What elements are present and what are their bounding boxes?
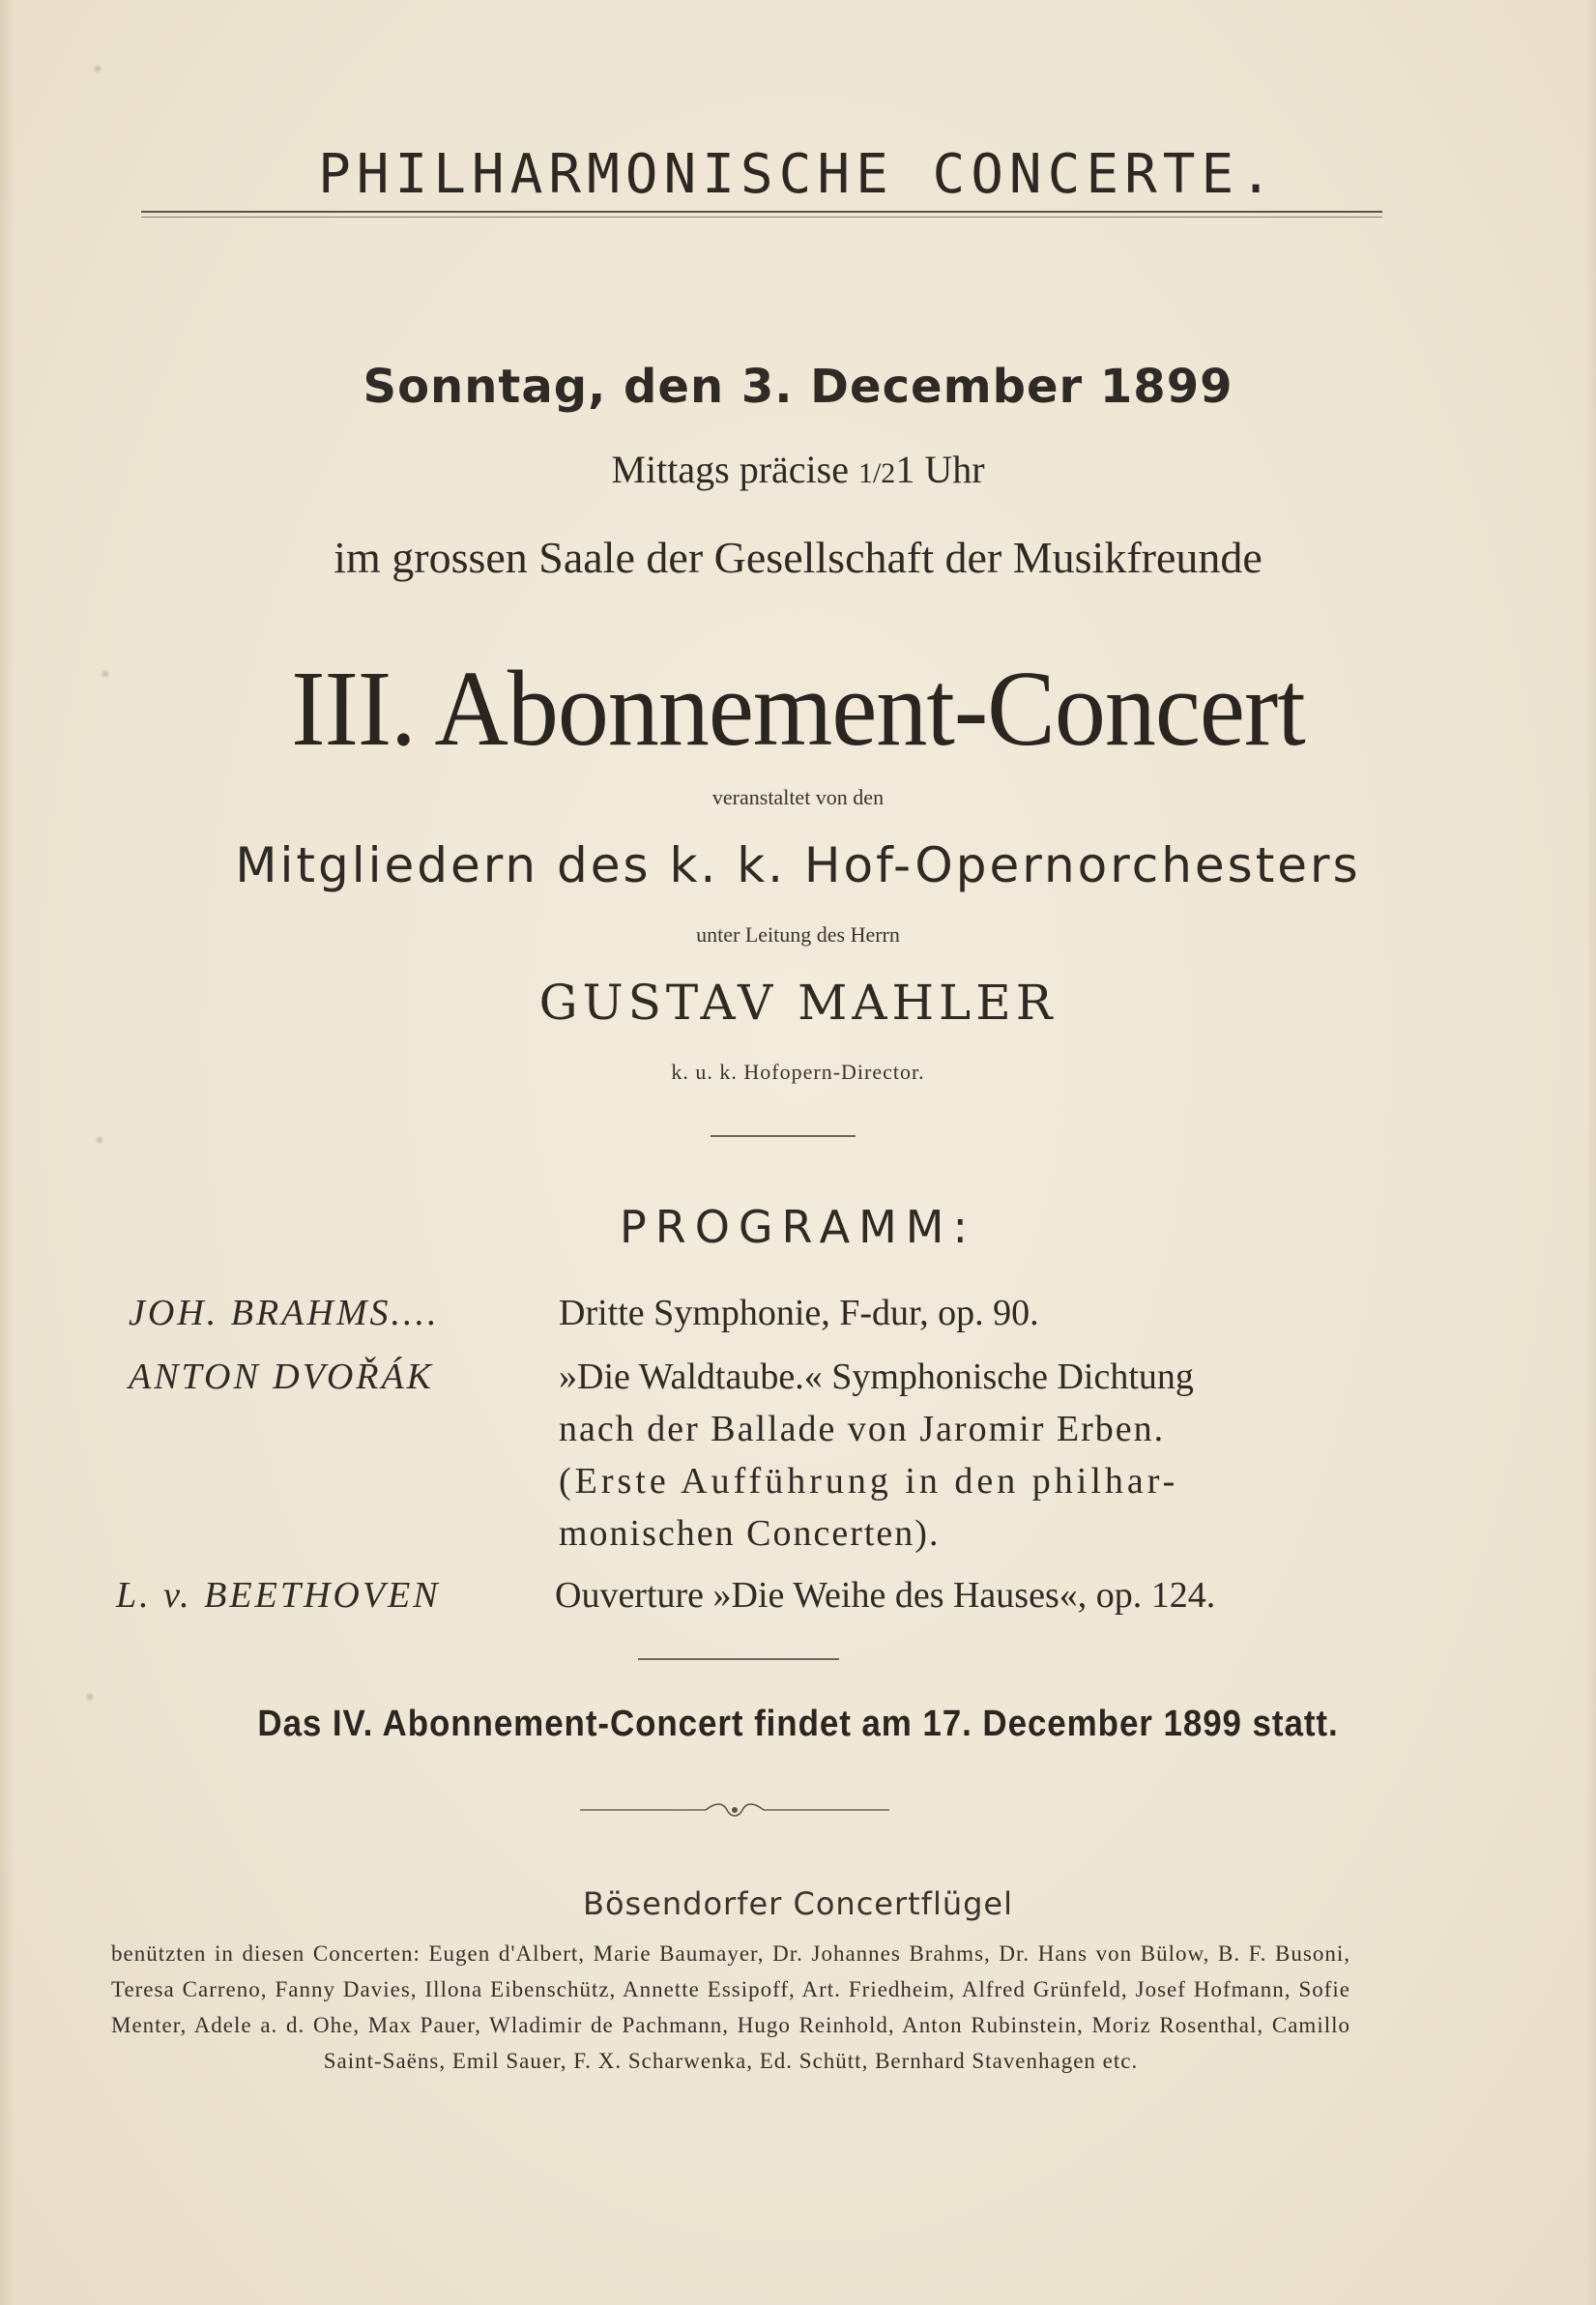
conductor-name: GUSTAV MAHLER [538, 975, 1058, 1031]
paper-edge-left [0, 0, 14, 2305]
header-title: PHILHARMONISCHE CONCERTE. [318, 143, 1278, 206]
work-line: nach der Ballade von Jaromir Erben. [559, 1409, 1166, 1449]
direction-note: unter Leitung des Herrn [696, 922, 900, 947]
paper-mark [85, 1692, 95, 1702]
time-fraction: 1/2 [857, 457, 896, 489]
conductor-title: k. u. k. Hofopern-Director. [671, 1060, 925, 1084]
work-line: »Die Waldtaube.« Symphonische Dichtung [559, 1357, 1194, 1397]
composer-name: L. v. BEETHOVEN [116, 1575, 441, 1616]
work-line: Ouverture »Die Weihe des Hauses«, op. 124. [555, 1575, 1216, 1616]
header-rule [141, 211, 1382, 213]
next-concert-notice: Das IV. Abonnement-Concert findet am 17. December 1899 statt. [257, 1704, 1339, 1744]
concert-venue: im grossen Saale der Gesellschaft der Musikfreunde [334, 533, 1262, 582]
concert-time [0, 447, 1596, 492]
organized-by-note: veranstaltet von den [711, 785, 885, 809]
time-prefix: Mittags präcise [611, 448, 858, 491]
work-line: (Erste Aufführung in den philhar- [559, 1461, 1179, 1502]
work-line: Dritte Symphonie, F-dur, op. 90. [559, 1293, 1039, 1333]
artists-list: benützten in diesen Concerten: Eugen d'Albert, Marie Baumayer, Dr. Johannes Brahms, Dr. Hans von Bülow, B. F. Busoni, Teresa Carreno, Fanny Davies, Illona Eibenschütz, Annette Essipoff, Art. Friedheim, Alfred Grünfeld, Josef Hofmann, Sofie Menter, Adele a. d. Ohe, Max Pauer, Wladimir de Pachmann, Hugo Reinhold, Anton Rubinstein, Moriz Rosenthal, Camillo Saint-Saëns, Emil Sauer, F. X. Scharwenka, Ed. Schütt, Bernhard Stavenhagen etc. [111, 1941, 1350, 2073]
piano-maker-heading: Bösendorfer Concertflügel [582, 1885, 1013, 1922]
divider-rule [638, 1658, 839, 1660]
organizers: Mitgliedern des k. k. Hof-Opernorchesters [235, 837, 1361, 893]
composer-name: JOH. BRAHMS.... [129, 1293, 440, 1333]
flourish-ornament-icon [580, 1800, 889, 1820]
paper-mark [93, 64, 102, 73]
time-suffix: 1 Uhr [895, 448, 985, 491]
concert-date: Sonntag, den 3. December 1899 [363, 360, 1233, 414]
paper-edge-right [1586, 0, 1596, 2305]
divider-rule [711, 1135, 856, 1137]
work-line: monischen Concerten). [559, 1513, 941, 1554]
header-rule-thin [141, 217, 1382, 218]
paper-mark [95, 1135, 104, 1145]
concert-title: III. Abonnement-Concert [291, 649, 1305, 768]
programm-heading: PROGRAMM: [620, 1201, 976, 1253]
composer-name: ANTON DVOŘÁK [129, 1357, 435, 1397]
